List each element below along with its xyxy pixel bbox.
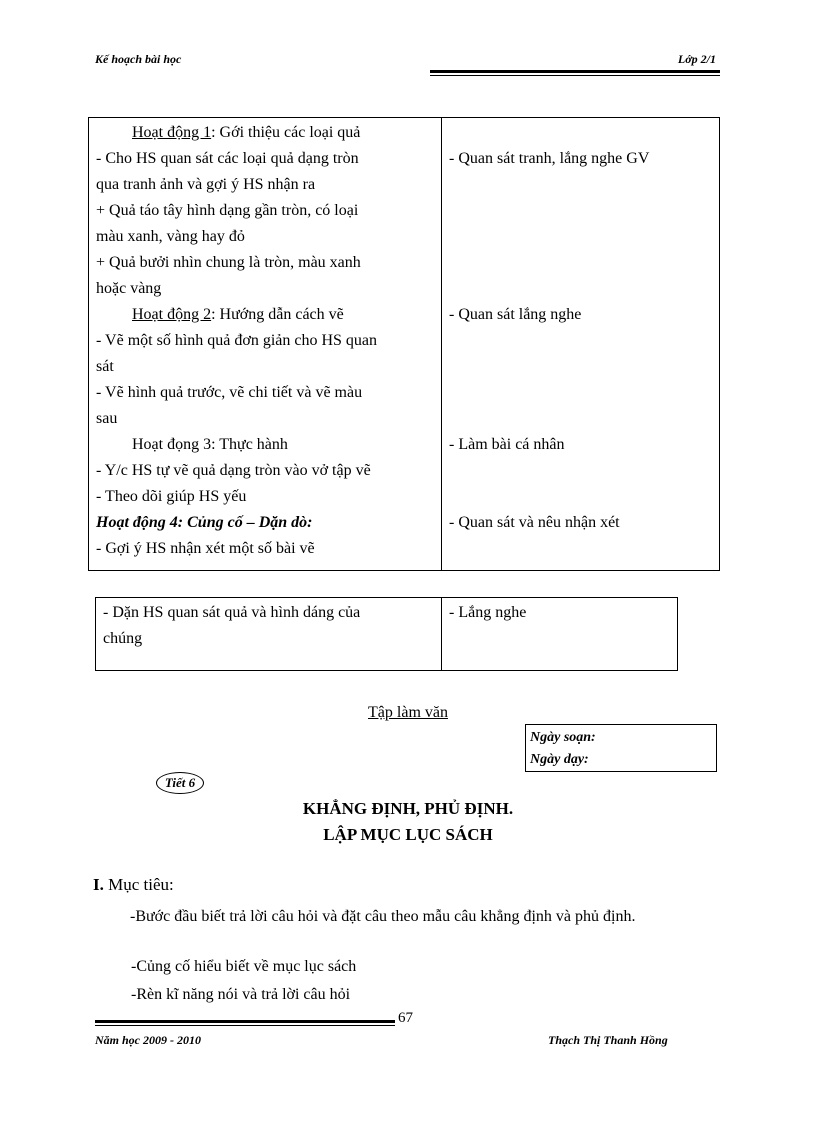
table-line: - Gợi ý HS nhận xét một số bài vẽ <box>96 540 315 557</box>
table-line: - Làm bài cá nhân <box>449 436 565 453</box>
table-line: - Y/c HS tự vẽ quả dạng tròn vào vở tập vẽ <box>96 462 371 479</box>
objectives-heading <box>93 875 174 895</box>
table-line: Hoạt động 4: Củng cố – Dặn dò: <box>96 514 313 531</box>
table-row <box>89 118 720 571</box>
objective-1: -Bước đầu biết trả lời câu hỏi và đặt câu theo mẫu câu khẳng định và phủ định. <box>130 908 636 925</box>
table-line <box>449 354 715 380</box>
footer-rule-thin <box>95 1025 395 1026</box>
header-rule-thin <box>430 75 720 76</box>
table-line <box>96 120 437 146</box>
table-line: Hoạt đọng 3: Thực hành <box>132 436 288 453</box>
activity-heading: Hoạt động 2 <box>132 306 212 323</box>
table-line: hoặc vàng <box>96 280 162 297</box>
date-box <box>525 724 717 772</box>
objectives-title: Mục tiêu: <box>108 875 174 894</box>
student-activities-cell <box>442 118 720 571</box>
table-line <box>449 380 715 406</box>
student-activities-cell <box>442 598 678 671</box>
table-line: sau <box>96 410 118 427</box>
teacher-activities-cell <box>89 118 442 571</box>
lesson-title-line1: KHẲNG ĐỊNH, PHỦ ĐỊNH. <box>302 799 514 818</box>
table-line: - Theo dõi giúp HS yếu <box>96 488 247 505</box>
table-line <box>449 224 715 250</box>
footer-school-year: Năm học 2009 - 2010 <box>95 1033 201 1047</box>
table-line: - Lắng nghe <box>449 604 527 621</box>
lesson-table-2 <box>95 597 678 671</box>
date-taught-label: Ngày dạy: <box>530 752 589 767</box>
table-line <box>449 484 715 510</box>
table-line <box>449 276 715 302</box>
footer-rule-thick <box>95 1020 395 1023</box>
objective-3: -Rèn kĩ năng nói và trả lời câu hỏi <box>131 986 351 1003</box>
lesson-table-1 <box>88 117 720 571</box>
header-left: Kế hoạch bài học <box>95 52 182 66</box>
lesson-title-line2: LẬP MỤC LỤC SÁCH <box>323 825 493 844</box>
table-line <box>449 328 715 354</box>
objective-2: -Củng cố hiểu biết về mục lục sách <box>131 958 357 975</box>
table-line <box>449 120 715 146</box>
date-prepared-label: Ngày soạn: <box>530 730 596 745</box>
footer-author: Thạch Thị Thanh Hồng <box>548 1033 668 1047</box>
table-line: - Quan sát tranh, lắng nghe GV <box>449 150 650 167</box>
table-row <box>96 598 678 671</box>
period-badge: Tiết 6 <box>156 772 204 794</box>
table-line: + Quả bưởi nhìn chung là tròn, màu xanh <box>96 254 361 271</box>
table-line <box>96 302 437 328</box>
header-rule-thick <box>430 70 720 73</box>
table-line: màu xanh, vàng hay đỏ <box>96 228 245 245</box>
table-line <box>449 536 715 562</box>
subject-heading: Tập làm văn <box>368 704 448 721</box>
table-line: qua tranh ảnh và gợi ý HS nhận ra <box>96 176 316 193</box>
table-line: chúng <box>103 630 143 647</box>
activity-heading-rest: : Hướng dẫn cách vẽ <box>211 306 344 323</box>
page-number: 67 <box>398 1010 413 1026</box>
table-line <box>449 406 715 432</box>
table-line: sát <box>96 358 114 375</box>
activity-heading-rest: : Gới thiệu các loại quả <box>211 124 361 141</box>
table-line: - Quan sát và nêu nhận xét <box>449 514 620 531</box>
table-line: - Dặn HS quan sát quả và hình dáng của <box>103 604 361 621</box>
header-right: Lớp 2/1 <box>677 52 716 66</box>
table-line <box>449 458 715 484</box>
table-line: - Cho HS quan sát các loại quả dạng tròn <box>96 150 359 167</box>
table-line: - Vẽ hình quả trước, vẽ chi tiết và vẽ màu <box>96 384 363 401</box>
table-line: - Quan sát lắng nghe <box>449 306 582 323</box>
table-line: + Quả táo tây hình dạng gần tròn, có loại <box>96 202 359 219</box>
table-line <box>449 198 715 224</box>
table-line <box>449 172 715 198</box>
table-line <box>449 250 715 276</box>
table-line: - Vẽ một số hình quả đơn giản cho HS quan <box>96 332 378 349</box>
activity-heading: Hoạt động 1 <box>132 124 212 141</box>
teacher-activities-cell <box>96 598 442 671</box>
objectives-number: I. <box>93 875 104 894</box>
